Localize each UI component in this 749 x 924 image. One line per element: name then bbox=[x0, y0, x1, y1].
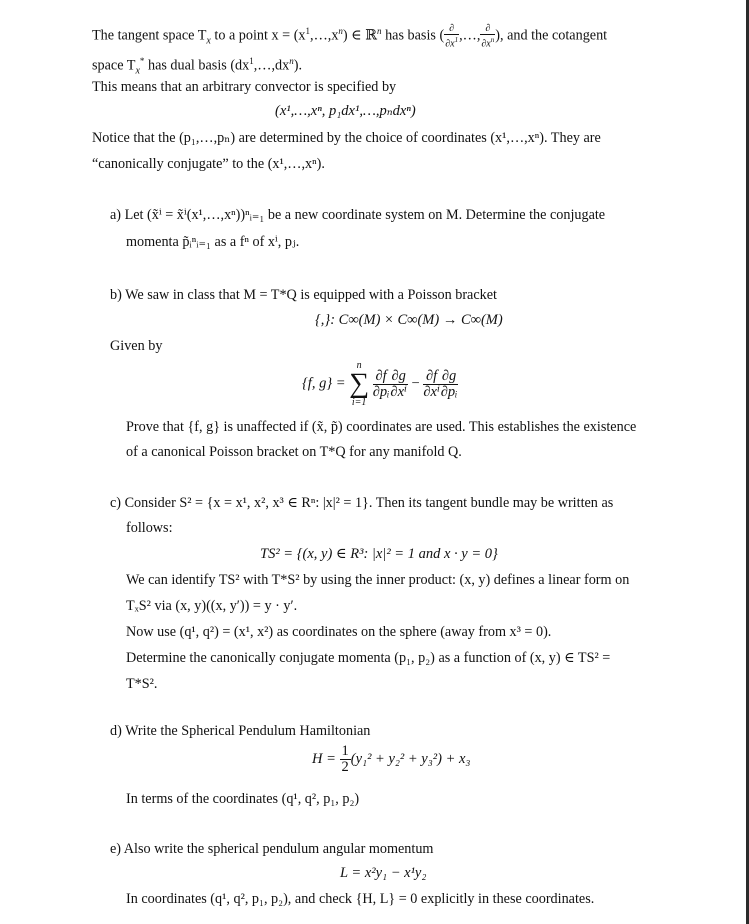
partial-frac-1: $\frac{\partial}{\partial x^1}$ bbox=[445, 22, 459, 50]
part-d-line-2: In terms of the coordinates (q¹, q², p₁, p₂) bbox=[126, 791, 360, 807]
part-c-line-5: Now use (q¹, q²) = (x¹, x²) as coordinates on the sphere (away from x³ = 0). bbox=[126, 624, 552, 640]
part-e-equation: L = x²y₁ − x¹y₂ bbox=[340, 865, 427, 881]
part-e-line-2: In coordinates (q¹, q², p₁, p₂), and check {H, L} = 0 explicitly in these coordinates. bbox=[126, 891, 595, 907]
intro-line-5: “canonically conjugate” to the (x¹,…,xⁿ). bbox=[92, 156, 325, 172]
frac-one-half: $\frac{1}{2}$ bbox=[341, 743, 349, 775]
frac-df-dp: $\frac{\partial f}{\text{∂pᵢ}}$ bbox=[372, 367, 390, 400]
part-b-line-1: b) We saw in class that M = T*Q is equipped with a Poisson bracket bbox=[110, 287, 497, 303]
sum-symbol: n ∑ i=1 bbox=[349, 360, 370, 408]
part-c-line-6: Determine the canonically conjugate momenta (p₁, p₂) as a function of (x, y) ∈ TS² = bbox=[126, 650, 611, 666]
partial-frac-n: $\frac{\partial}{\partial x^n}$ bbox=[481, 22, 495, 50]
frac-dg-dx: $\frac{\partial g}{\text{∂xⁱ}}$ bbox=[390, 367, 407, 400]
part-c-line-2: follows: bbox=[126, 520, 173, 536]
intro-line-1: The tangent space $T_x$ to a point $x = (x^1,\dots,x^n)$ ∈ ℝ$^n$ has basis ( $\frac{\partial}{\partial x^1}$ ,…, $\frac{\partial}{\partial x^n}$ ), and the cotangent bbox=[92, 22, 608, 50]
intro-equation: (x¹,…,xⁿ, p₁dx¹,…,pₙdxⁿ) bbox=[275, 103, 416, 119]
part-b-given: Given by bbox=[110, 338, 163, 354]
part-b-line-3: of a canonical Poisson bracket on T*Q for any manifold Q. bbox=[126, 444, 462, 460]
intro-line-2: space $T_x^*$ has dual basis $(dx^1,\dots,dx^n)$. bbox=[92, 56, 302, 77]
part-a-line-2: momenta p̃ᵢⁿᵢ₌₁ as a fⁿ of xⁱ, pⱼ. bbox=[126, 234, 300, 250]
part-e-line-1: e) Also write the spherical pendulum angular momentum bbox=[110, 841, 434, 857]
part-b-line-2: Prove that {f, g} is unaffected if (x̃, p̃) coordinates are used. This establishes the existence bbox=[126, 419, 637, 435]
part-b-equation-1: {,}: C∞(M) × C∞(M) → C∞(M) bbox=[315, 312, 503, 328]
part-c-line-3: We can identify TS² with T*S² by using the inner product: (x, y) defines a linear form on bbox=[126, 572, 630, 588]
frac-df-dx: $\frac{\partial f}{\text{∂xⁱ}}$ bbox=[423, 367, 440, 400]
intro-line-3: This means that an arbitrary convector is specified by bbox=[92, 79, 397, 95]
hamiltonian-equation: H = $\frac{1}{2}$ (y₁² + y₂² + y₃²) + x₃ bbox=[312, 743, 471, 775]
part-c-line-7: T*S². bbox=[126, 676, 158, 692]
part-c-line-4: TₓS² via (x, y)((x, y′)) = y · y′. bbox=[126, 598, 298, 614]
poisson-bracket-equation: {f, g} = n ∑ i=1 $\frac{\partial f}{\text{∂pᵢ}}$ $\frac{\partial g}{\text{∂xⁱ}}$ − $\frac{\partial f}{\text{∂xⁱ}}$ $\frac{\partial g}{\text{∂pᵢ}}$ bbox=[302, 360, 458, 408]
part-c-line-1: c) Consider S² = {x = x¹, x², x³ ∈ Rⁿ: |x|² = 1}. Then its tangent bundle may be written as bbox=[110, 495, 614, 511]
intro-line-4: Notice that the (p₁,…,pₙ) are determined by the choice of coordinates (x¹,…,xⁿ). They are bbox=[92, 130, 601, 146]
part-a-line-1: a) Let (x̃ⁱ = x̃ⁱ(x¹,…,xⁿ))ⁿᵢ₌₁ be a new coordinate system on M. Determine the conjugate bbox=[110, 207, 606, 223]
part-c-equation: TS² = {(x, y) ∈ R³: |x|² = 1 and x · y = 0} bbox=[260, 546, 498, 562]
part-d-line-1: d) Write the Spherical Pendulum Hamiltonian bbox=[110, 723, 371, 739]
frac-dg-dp: $\frac{\partial g}{\text{∂pᵢ}}$ bbox=[440, 367, 458, 400]
